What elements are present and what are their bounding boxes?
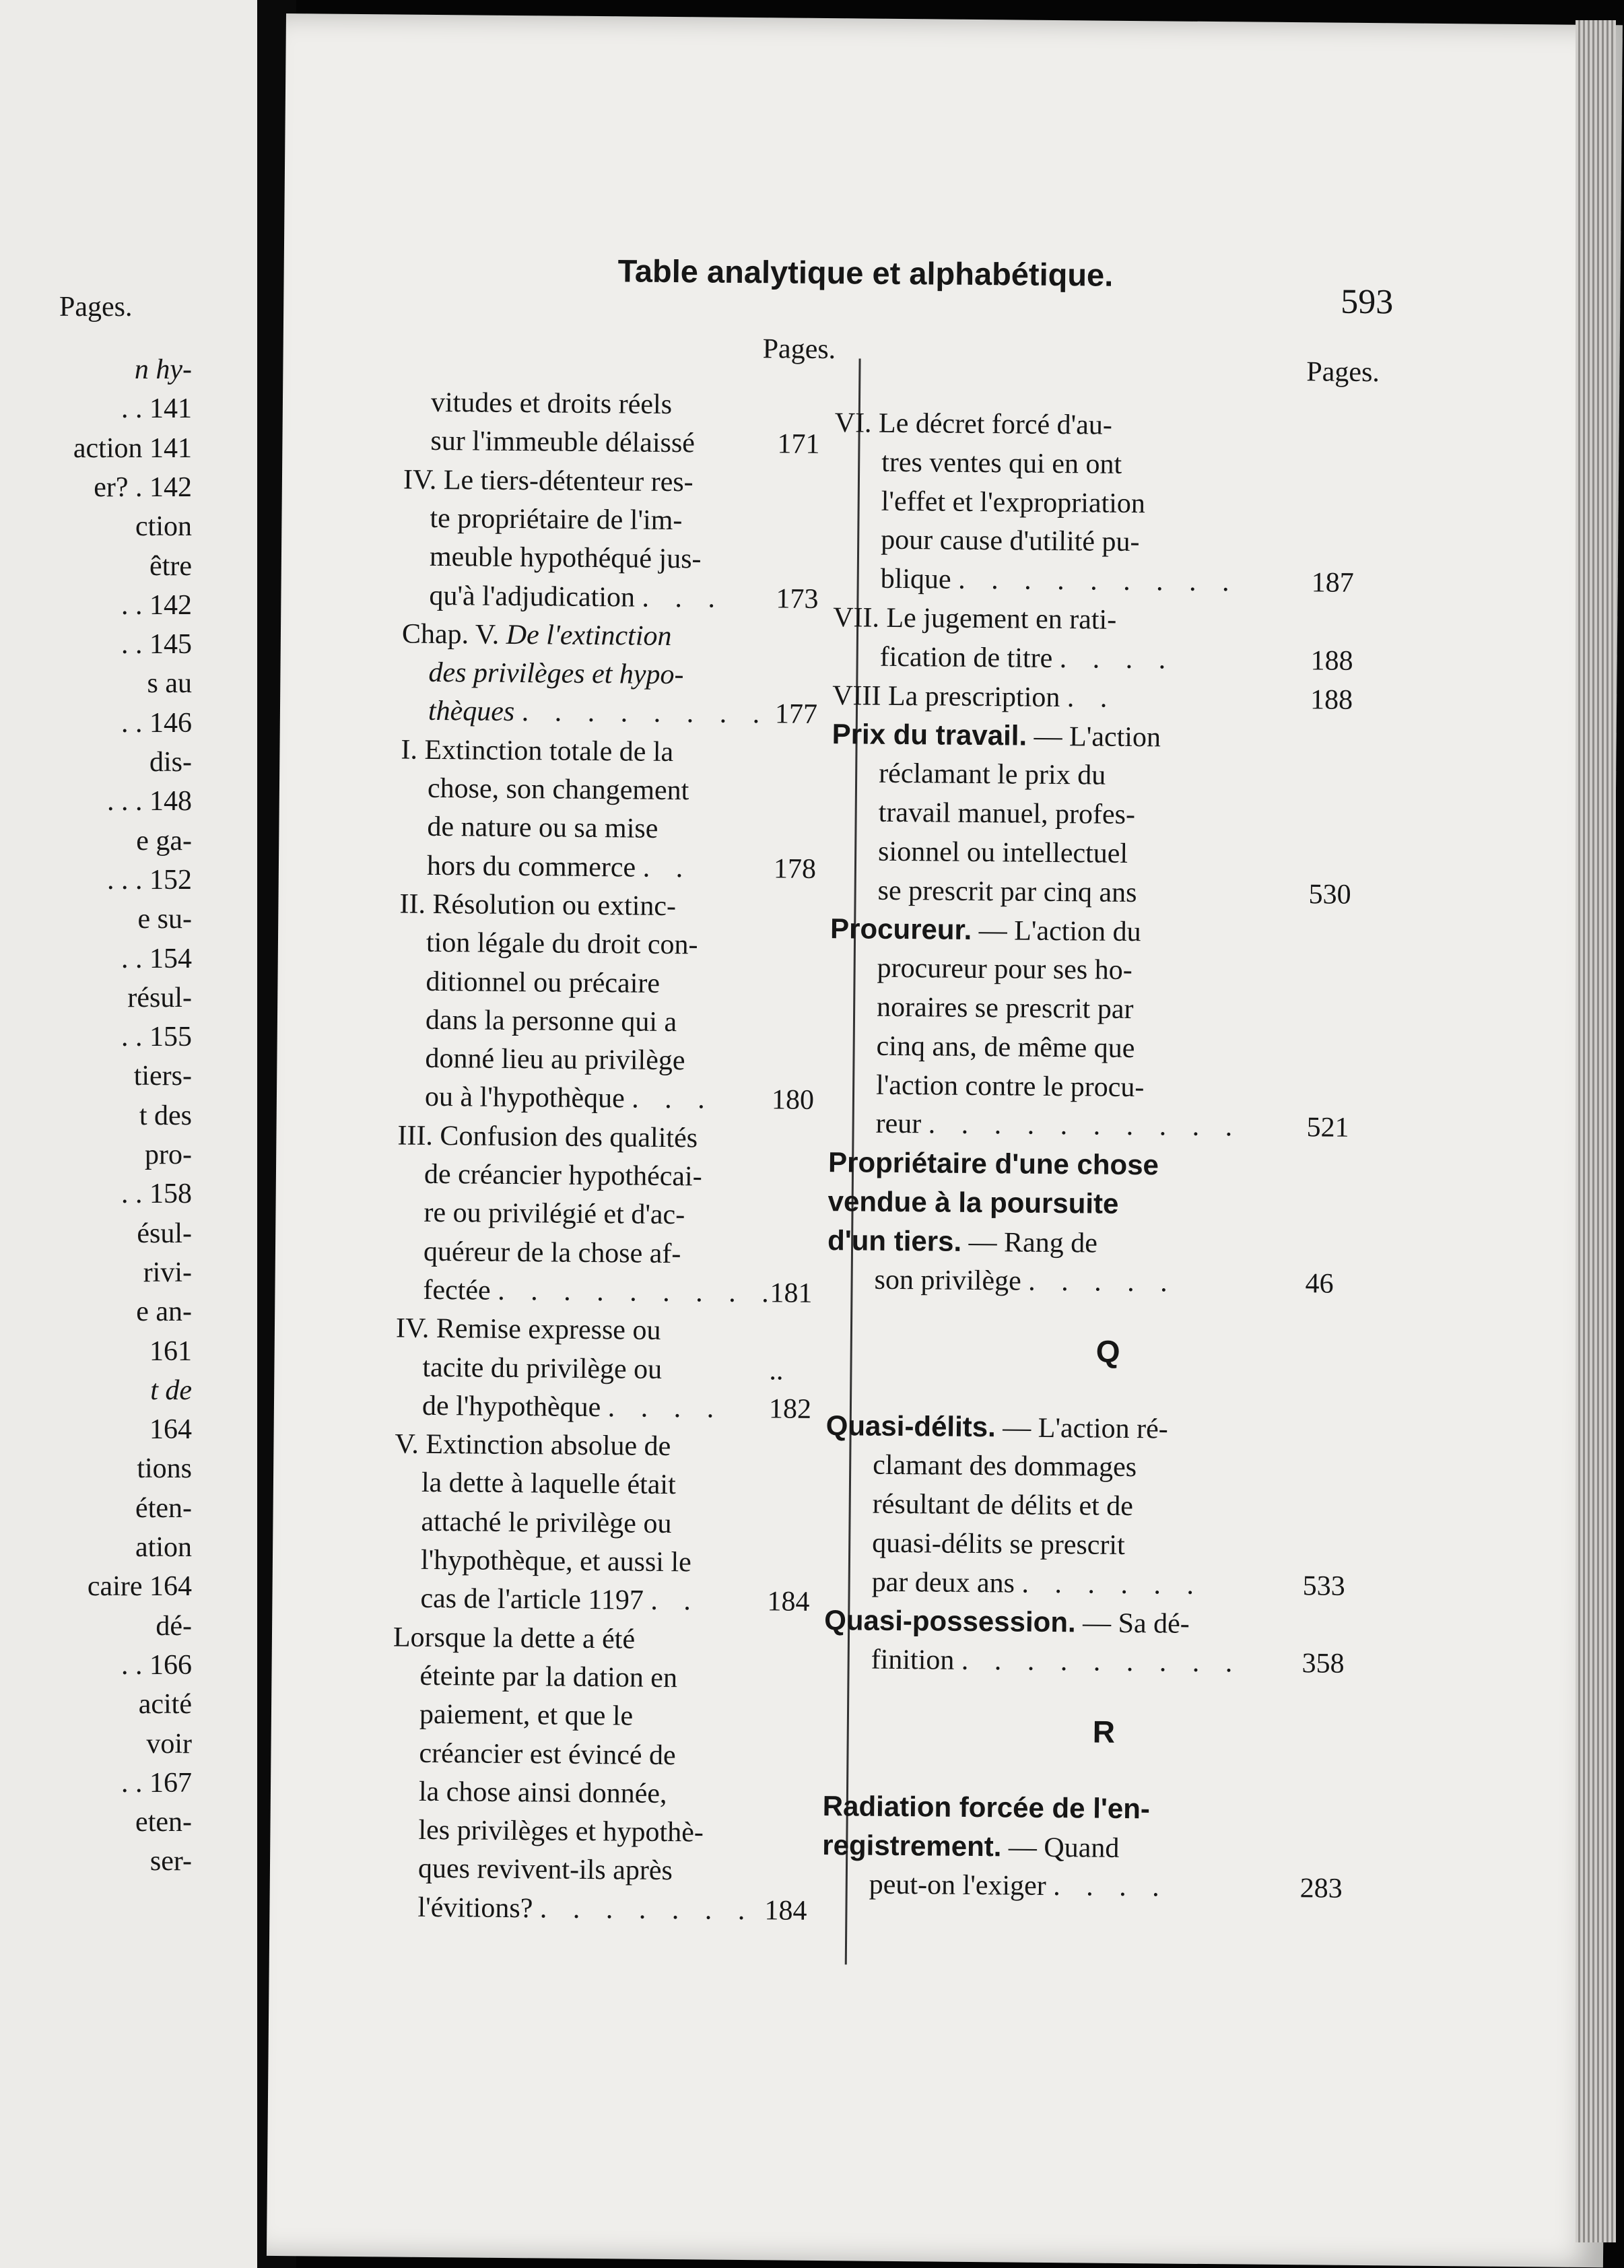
index-line — [876, 1071, 1145, 1101]
left-fragment-line: . . 146 — [121, 707, 192, 739]
page-reference: .. — [769, 1354, 784, 1387]
index-line — [832, 718, 1161, 754]
index-line — [827, 1187, 1118, 1219]
index-line — [881, 487, 1146, 517]
left-fragment-line: rivi- — [143, 1257, 192, 1288]
index-line — [419, 1739, 676, 1769]
entry-heading: vendue à la poursuite — [827, 1185, 1119, 1220]
index-line — [395, 1430, 671, 1461]
left-fragment-line: . . 166 — [121, 1649, 192, 1681]
left-fragment-line: dis- — [149, 747, 192, 778]
dot-leader: . . . . . . . . . — [961, 1645, 1242, 1679]
entry-text: pour cause d'utilité pu- — [881, 525, 1140, 558]
index-line — [823, 1792, 1150, 1824]
index-line — [879, 760, 1106, 790]
index-line — [881, 526, 1140, 556]
entry-text: Chap. V. — [401, 618, 500, 651]
col1-pages-label: Pages. — [762, 333, 836, 366]
index-line — [874, 1265, 1176, 1296]
entry-text: dans la personne qui a — [425, 1004, 677, 1038]
entry-text: meuble hypothéqué jus- — [429, 541, 702, 575]
entry-text: procureur pour ses ho- — [877, 952, 1132, 987]
index-line — [824, 1606, 1190, 1638]
left-fragment-line: action 141 — [73, 432, 192, 464]
left-fragment-line: acité — [138, 1689, 192, 1721]
page-reference: 171 — [777, 428, 820, 461]
entry-text: sionnel ou intellectuel — [877, 836, 1128, 869]
index-line — [419, 1778, 667, 1808]
index-line — [881, 448, 1122, 479]
index-line — [835, 409, 1113, 440]
index-line — [878, 799, 1135, 829]
left-fragment-line: e ga- — [136, 825, 192, 857]
entry-text: de l'hypothèque — [421, 1390, 601, 1423]
index-line — [426, 929, 698, 960]
index-line — [832, 681, 1117, 712]
dot-leader: . . — [642, 852, 693, 883]
dot-leader: . . . . . — [1028, 1265, 1177, 1298]
index-line — [427, 813, 658, 843]
left-fragment-line: . . 141 — [121, 393, 192, 425]
index-line — [876, 1032, 1135, 1063]
left-fragment-line: pro- — [145, 1139, 192, 1170]
index-line — [877, 876, 1137, 906]
entry-text: VI. Le décret forcé d'au- — [834, 407, 1113, 441]
entry-text: quéreur de la chose af- — [423, 1236, 681, 1269]
index-line — [880, 643, 1176, 674]
index-line — [422, 1392, 724, 1423]
index-line — [830, 914, 1141, 946]
left-fragment-line: 164 — [149, 1414, 192, 1446]
index-line — [877, 993, 1134, 1024]
left-fragment-line: ation — [135, 1532, 192, 1563]
left-fragment-line: ction — [135, 511, 192, 543]
index-line — [878, 838, 1128, 868]
page-reference: 46 — [1305, 1267, 1334, 1300]
entry-text: — L'action — [1026, 721, 1161, 754]
page-reference: 283 — [1299, 1872, 1343, 1904]
entry-text: éteinte par la dation en — [419, 1660, 678, 1694]
entry-text: — L'action du — [972, 915, 1141, 948]
dot-leader: . . . . . . . . . — [957, 564, 1239, 598]
page-reference: 530 — [1308, 878, 1351, 910]
entry-heading: registrement. — [822, 1828, 1002, 1863]
left-fragment-line: . . 155 — [121, 1022, 192, 1053]
index-line — [421, 1508, 671, 1538]
entry-text: — Rang de — [961, 1226, 1098, 1259]
entry-text: III. Confusion des qualités — [397, 1120, 698, 1154]
dot-leader: . . . — [632, 1083, 714, 1115]
entry-text: te propriétaire de l'im- — [430, 502, 683, 537]
left-fragment-line: er? . 142 — [94, 471, 192, 503]
dot-leader: . . . . — [607, 1392, 724, 1424]
entry-text: fication de titre — [879, 641, 1053, 674]
page-reference: 187 — [1311, 567, 1354, 599]
entry-italic-text: thèques — [428, 696, 515, 728]
entry-text: travail manuel, profes- — [878, 797, 1136, 831]
entry-text: IV. Le tiers-détenteur res- — [403, 464, 693, 498]
left-fragment-line: s au — [147, 668, 192, 700]
left-fragment-line: . . . 152 — [107, 864, 192, 896]
page-reference: 521 — [1306, 1112, 1349, 1144]
index-line — [424, 1237, 681, 1267]
index-line — [419, 1662, 677, 1692]
page-reference: 177 — [774, 698, 818, 731]
entry-text: re ou privilégié et d'ac- — [424, 1197, 685, 1231]
entry-text: — Quand — [1001, 1832, 1120, 1864]
left-pages-label: Pages. — [59, 292, 133, 323]
dot-leader: . . . . — [1059, 642, 1176, 675]
entry-text: blique — [880, 563, 951, 595]
entry-text: I. Extinction totale de la — [401, 734, 674, 768]
left-fragment-line: n hy- — [134, 354, 192, 385]
page-reference: 173 — [776, 582, 819, 615]
entry-text: VIII La prescription — [832, 679, 1060, 713]
left-fragment-line: . . 142 — [121, 589, 192, 621]
left-fragment-line: eten- — [135, 1807, 192, 1838]
left-fragment-line: tions — [137, 1453, 192, 1485]
left-fragment-line: éten- — [135, 1492, 192, 1524]
index-line — [822, 1828, 1120, 1864]
entry-text: l'effet et l'expropriation — [881, 486, 1146, 519]
index-line — [426, 1006, 677, 1036]
index-line — [869, 1870, 1169, 1901]
entry-text: — L'action ré- — [995, 1412, 1168, 1445]
left-fragment-line: ésul- — [137, 1218, 192, 1249]
dot-leader: . . — [650, 1585, 701, 1617]
dot-leader: . . . . . . . . . . — [928, 1108, 1242, 1143]
entry-text: peut-on l'exiger — [869, 1869, 1046, 1902]
entry-text: finition — [871, 1644, 955, 1676]
left-fragment-line: . . 167 — [121, 1767, 192, 1799]
entry-text: tion légale du droit con- — [426, 927, 698, 961]
section-letter: Q — [1095, 1333, 1120, 1370]
entry-text: Lorsque la dette a été — [393, 1622, 636, 1655]
entry-heading: Prix du travail. — [832, 718, 1027, 752]
index-line — [429, 581, 724, 612]
index-line — [430, 543, 702, 574]
index-line — [873, 1451, 1137, 1481]
index-line — [833, 603, 1116, 634]
entry-text: l'hypothèque, et aussi le — [420, 1544, 691, 1578]
left-fragment-line: résul- — [127, 982, 192, 1013]
index-line — [431, 389, 672, 419]
entry-text: attaché le privilège ou — [421, 1506, 672, 1539]
left-page-fragment — [0, 0, 257, 2268]
entry-text: fectée — [423, 1274, 491, 1306]
index-line — [418, 1855, 673, 1885]
entry-text: ou à l'hypothèque — [424, 1081, 625, 1114]
entry-text: IV. Remise expresse ou — [395, 1312, 661, 1347]
entry-heading: Propriétaire d'une chose — [827, 1146, 1159, 1181]
entry-text: la dette à laquelle était — [421, 1467, 676, 1501]
index-line — [881, 565, 1239, 597]
entry-text: — Sa dé- — [1075, 1607, 1190, 1640]
index-line — [417, 1894, 754, 1925]
entry-heading: Procureur. — [830, 912, 972, 946]
entry-text: se prescrit par cinq ans — [877, 875, 1137, 908]
entry-text: vitudes et droits réels — [430, 387, 673, 421]
entry-text: ques revivent-ils après — [417, 1853, 673, 1887]
index-line — [418, 1816, 704, 1847]
entry-text: V. Extinction absolue de — [395, 1428, 671, 1463]
left-fragment-line: . . 158 — [121, 1178, 192, 1210]
index-line — [401, 735, 673, 766]
index-line — [826, 1411, 1168, 1443]
entry-heading: Quasi-délits. — [825, 1409, 996, 1443]
index-line — [402, 620, 672, 650]
page-reference: 178 — [773, 853, 817, 885]
entry-text: paiement, et que le — [419, 1699, 634, 1732]
entry-text: II. Résolution ou extinc- — [399, 888, 677, 922]
index-line — [420, 1585, 700, 1615]
index-line — [827, 1226, 1097, 1257]
main-page — [267, 13, 1623, 2267]
left-fragment-line: caire 164 — [87, 1571, 192, 1603]
left-fragment-line: tiers- — [133, 1061, 192, 1092]
index-line — [871, 1646, 1242, 1677]
entry-text: créancier est évincé de — [419, 1737, 676, 1771]
left-fragment-line: e an- — [136, 1296, 192, 1328]
index-line — [428, 659, 683, 689]
page-edges — [1576, 20, 1616, 2242]
left-fragment-line: . . 154 — [121, 943, 192, 974]
entry-text: cinq ans, de même que — [876, 1030, 1135, 1064]
index-line — [423, 1276, 778, 1308]
entry-italic-text: De l'extinction — [506, 619, 672, 652]
entry-text: hors du commerce — [426, 850, 636, 883]
section-letter: R — [1092, 1714, 1116, 1749]
index-line — [426, 967, 660, 997]
entry-text: les privilèges et hypothè- — [418, 1814, 704, 1848]
page-reference: 181 — [770, 1277, 813, 1309]
index-line — [424, 1160, 702, 1191]
index-line — [427, 851, 693, 881]
left-fragment-line: e su- — [137, 904, 192, 935]
index-line — [397, 1121, 698, 1152]
entry-italic-text: des privilèges et hypo- — [428, 657, 684, 691]
entry-text: sur l'immeuble délaissé — [430, 426, 696, 459]
page-reference: 182 — [768, 1393, 812, 1425]
left-fragment-line: t des — [139, 1100, 192, 1131]
index-line — [396, 1314, 661, 1345]
page-reference: 184 — [767, 1586, 810, 1618]
index-line — [421, 1546, 691, 1577]
page-header-title: Table analytique et alphabétique. — [617, 253, 1114, 293]
entry-text: clamant des dommages — [873, 1449, 1137, 1483]
page-reference: 180 — [771, 1084, 815, 1116]
col2-pages-label: Pages. — [1306, 356, 1380, 389]
entry-text: quasi-délits se prescrit — [872, 1527, 1125, 1561]
index-line — [425, 1083, 714, 1114]
index-line — [424, 1199, 685, 1229]
dot-leader: . . . . — [1053, 1870, 1169, 1903]
page-reference: 358 — [1301, 1648, 1345, 1679]
index-line — [873, 1490, 1134, 1521]
left-fragment-line: être — [149, 550, 192, 582]
left-fragment-line: 161 — [149, 1335, 192, 1367]
dot-leader: . . . — [642, 582, 725, 614]
page-number: 593 — [1341, 282, 1394, 322]
entry-text: chose, son changement — [427, 772, 689, 807]
entry-heading: d'un tiers. — [827, 1224, 962, 1257]
dot-leader: . . . . . . . . . — [497, 1275, 778, 1309]
index-line — [872, 1529, 1125, 1559]
left-fragment-line: t de — [150, 1374, 192, 1406]
index-line — [428, 697, 770, 728]
index-line — [393, 1623, 636, 1653]
entry-text: qu'à l'adjudication — [429, 580, 636, 613]
index-line — [399, 890, 676, 921]
entry-text: l'évitions? — [417, 1892, 533, 1924]
index-line — [428, 774, 689, 805]
entry-text: son privilège — [874, 1264, 1021, 1297]
left-fragment-line: ser- — [149, 1846, 192, 1877]
left-fragment-line: voir — [146, 1728, 192, 1760]
left-fragment-line: . . 145 — [121, 629, 192, 661]
dot-leader: . . . . . . . . — [521, 696, 770, 730]
dot-leader: . . — [1067, 681, 1117, 714]
index-line — [828, 1148, 1159, 1180]
index-line — [872, 1568, 1204, 1599]
page-reference: 188 — [1310, 645, 1353, 677]
index-line — [425, 1044, 685, 1075]
index-line — [875, 1110, 1242, 1141]
entry-text: cas de l'article 1197 — [420, 1583, 644, 1617]
index-line — [430, 427, 695, 457]
entry-text: VII. Le jugement en rati- — [833, 602, 1117, 636]
index-line — [422, 1353, 662, 1383]
page-reference: 188 — [1310, 683, 1353, 716]
entry-text: reur — [875, 1108, 922, 1140]
page-reference: 533 — [1302, 1570, 1345, 1602]
entry-text: tacite du privilège ou — [422, 1352, 663, 1385]
entry-text: l'action contre le procu- — [875, 1069, 1145, 1103]
entry-text: réclamant le prix du — [878, 758, 1106, 791]
entry-text: de nature ou sa mise — [427, 811, 658, 845]
index-line — [430, 504, 682, 535]
entry-text: ditionnel ou précaire — [426, 966, 661, 999]
entry-text: noraires se prescrit par — [876, 991, 1134, 1026]
entry-heading: Quasi-possession. — [824, 1604, 1076, 1638]
page-reference: 184 — [764, 1894, 807, 1927]
dot-leader: . . . . . . — [1021, 1568, 1204, 1601]
index-line — [419, 1700, 634, 1731]
left-fragment-line: dé- — [156, 1610, 192, 1642]
entry-text: résultant de délits et de — [872, 1488, 1134, 1523]
entry-text: de créancier hypothécai- — [424, 1158, 702, 1193]
entry-text: par deux ans — [871, 1566, 1015, 1599]
index-line — [421, 1469, 676, 1499]
left-fragment-line: . . . 148 — [107, 786, 192, 818]
index-line — [403, 465, 693, 496]
dot-leader: . . . . . . . — [539, 1893, 755, 1926]
index-line — [877, 954, 1132, 985]
entry-text: donné lieu au privilège — [425, 1042, 685, 1077]
entry-text: la chose ainsi donnée, — [418, 1776, 667, 1809]
entry-heading: Radiation forcée de l'en- — [822, 1790, 1151, 1825]
entry-text: tres ventes qui en ont — [881, 446, 1122, 480]
